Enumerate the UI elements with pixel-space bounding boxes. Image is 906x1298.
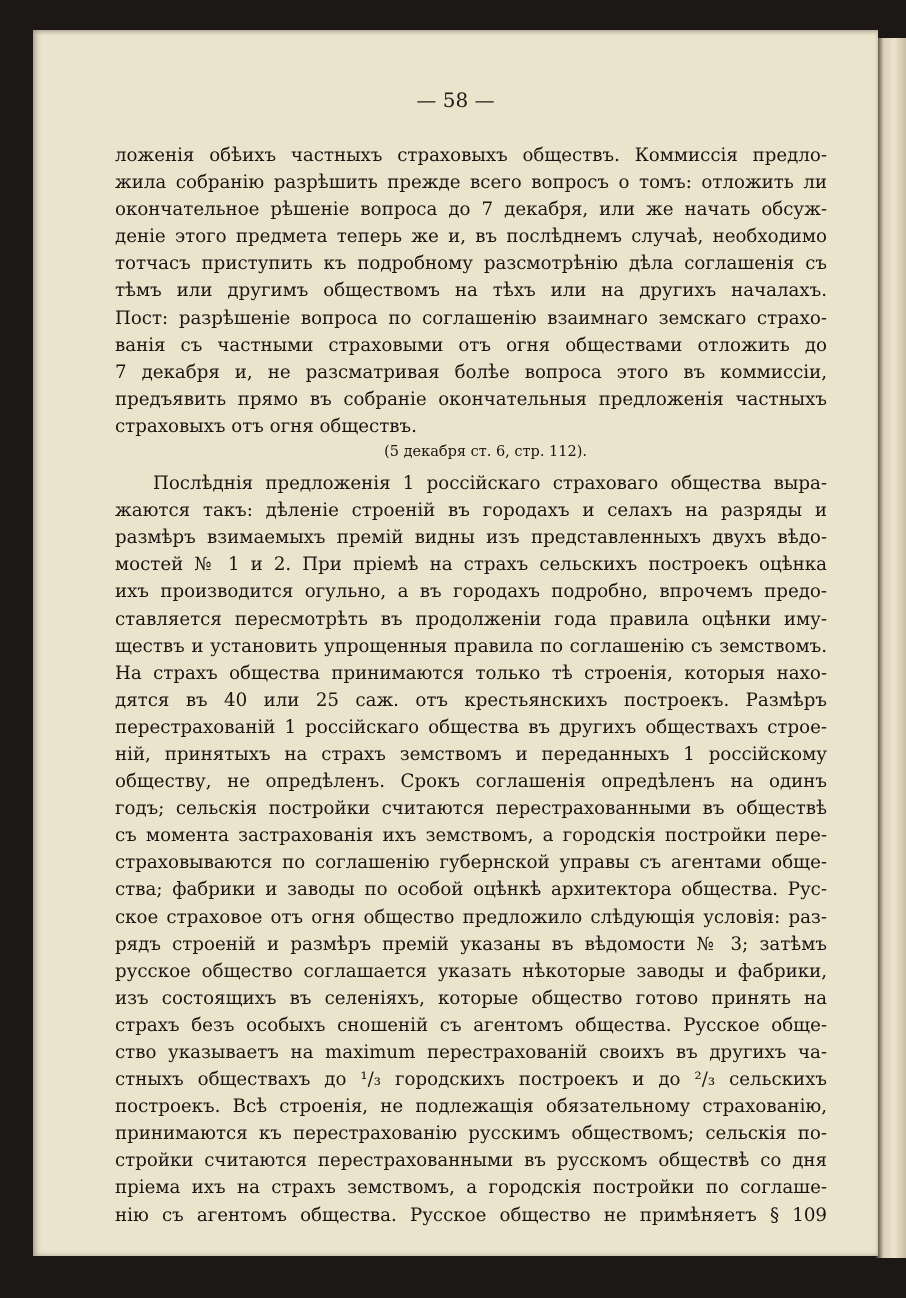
- next-page-edge: [876, 38, 906, 1258]
- text-line: стныхъ обществахъ до ¹/₃ городскихъ построекъ и до ²/₃ сельскихъ: [115, 1069, 827, 1091]
- text-line: рядъ строеній и размѣръ премій указаны въ вѣдомости № 3; затѣмъ: [115, 933, 827, 955]
- text-line: ское страховое отъ огня общество предложило слѣдующія условія: раз-: [115, 906, 827, 928]
- text-line: русское общество соглашается указать нѣкоторые заводы и фабрики,: [115, 960, 827, 982]
- text-line: пріема ихъ на страхъ земствомъ, а городскія постройки по соглаше-: [115, 1177, 827, 1199]
- text-line: ства; фабрики и заводы по особой оцѣнкѣ архитектора общества. Рус-: [115, 879, 827, 901]
- text-line: принимаются къ перестрахованію русскимъ обществомъ; сельскія по-: [115, 1123, 827, 1145]
- text-line: ихъ производится огульно, а въ городахъ подробно, впрочемъ предо-: [115, 581, 827, 603]
- text-line: страховываются по соглашенію губернской управы съ агентами обще-: [115, 852, 827, 874]
- text-line: страхъ безъ особыхъ сношеній съ агентомъ общества. Русское обще-: [115, 1014, 827, 1036]
- citation-line: (5 декабря ст. 6, стр. 112).: [384, 444, 587, 461]
- book-page: [33, 30, 878, 1256]
- text-line: страховыхъ отъ огня обществъ.: [115, 415, 417, 437]
- text-line: размѣръ взимаемыхъ премій видны изъ представленныхъ двухъ вѣдо-: [115, 527, 827, 549]
- text-line: Пост: разрѣшеніе вопроса по соглашенію взаимнаго земскаго страхо-: [115, 307, 827, 329]
- text-line: тотчасъ приступить къ подробному разсмотрѣнію дѣла соглашенія съ: [115, 253, 827, 275]
- text-line: ставляется пересмотрѣть въ продолженіи года правила оцѣнки иму-: [115, 608, 827, 630]
- text-line: дятся въ 40 или 25 саж. отъ крестьянскихъ построекъ. Размѣръ: [115, 689, 827, 711]
- text-line: На страхъ общества принимаются только тѣ строенія, которыя нахо-: [115, 662, 827, 684]
- text-line: годъ; сельскія постройки считаются перестрахованными въ обществѣ: [115, 798, 827, 820]
- text-line: предъявить прямо въ собраніе окончательныя предложенія частныхъ: [115, 388, 827, 410]
- text-line: ложенія обѣихъ частныхъ страховыхъ обществъ. Коммиссія предло-: [115, 145, 827, 166]
- text-line: ществъ и установить упрощенныя правила по соглашенію съ земствомъ.: [115, 635, 827, 657]
- text-line: обществу, не опредѣленъ. Срокъ соглашенія опредѣленъ на одинъ: [115, 771, 827, 793]
- text-line: жаются такъ: дѣленіе строеній въ городахъ и селахъ на разряды и: [115, 500, 827, 522]
- text-line: ній, принятыхъ на страхъ земствомъ и переданныхъ 1 россійскому: [115, 743, 827, 765]
- text-line: тѣмъ или другимъ обществомъ на тѣхъ или на другихъ началахъ.: [115, 280, 827, 302]
- text-line: изъ состоящихъ въ селеніяхъ, которые общество готово принять на: [115, 987, 827, 1009]
- page-body: [115, 142, 827, 1229]
- text-line: Послѣднія предложенія 1 россійскаго страховаго общества выра-: [153, 473, 827, 495]
- text-line: перестрахованій 1 россійскаго общества въ другихъ обществахъ строе-: [115, 716, 827, 738]
- text-line: нію съ агентомъ общества. Русское общество не примѣняетъ § 109: [115, 1204, 827, 1226]
- text-line: мостей № 1 и 2. При пріемѣ на страхъ сельскихъ построекъ оцѣнка: [115, 554, 827, 576]
- text-line: деніе этого предмета теперь же и, въ послѣднемъ случаѣ, необходимо: [115, 226, 827, 248]
- page-number: — 58 —: [416, 88, 495, 112]
- text-line: окончательное рѣшеніе вопроса до 7 декабря, или же начать обсуж-: [115, 199, 827, 221]
- text-line: 7 декабря и, не разсматривая болѣе вопроса этого въ коммиссіи,: [115, 361, 827, 383]
- text-line: ванія съ частными страховыми отъ огня обществами отложить до: [115, 334, 827, 356]
- text-line: съ момента застрахованія ихъ земствомъ, а городскія постройки пере-: [115, 825, 827, 847]
- text-line: стройки считаются перестрахованными въ русскомъ обществѣ со дня: [115, 1150, 827, 1172]
- text-line: построекъ. Всѣ строенія, не подлежащія обязательному страхованію,: [115, 1096, 827, 1118]
- text-line: ство указываетъ на maximum перестрахованій своихъ въ другихъ ча-: [115, 1042, 827, 1063]
- text-line: жила собранію разрѣшить прежде всего вопросъ о томъ: отложить ли: [115, 172, 827, 194]
